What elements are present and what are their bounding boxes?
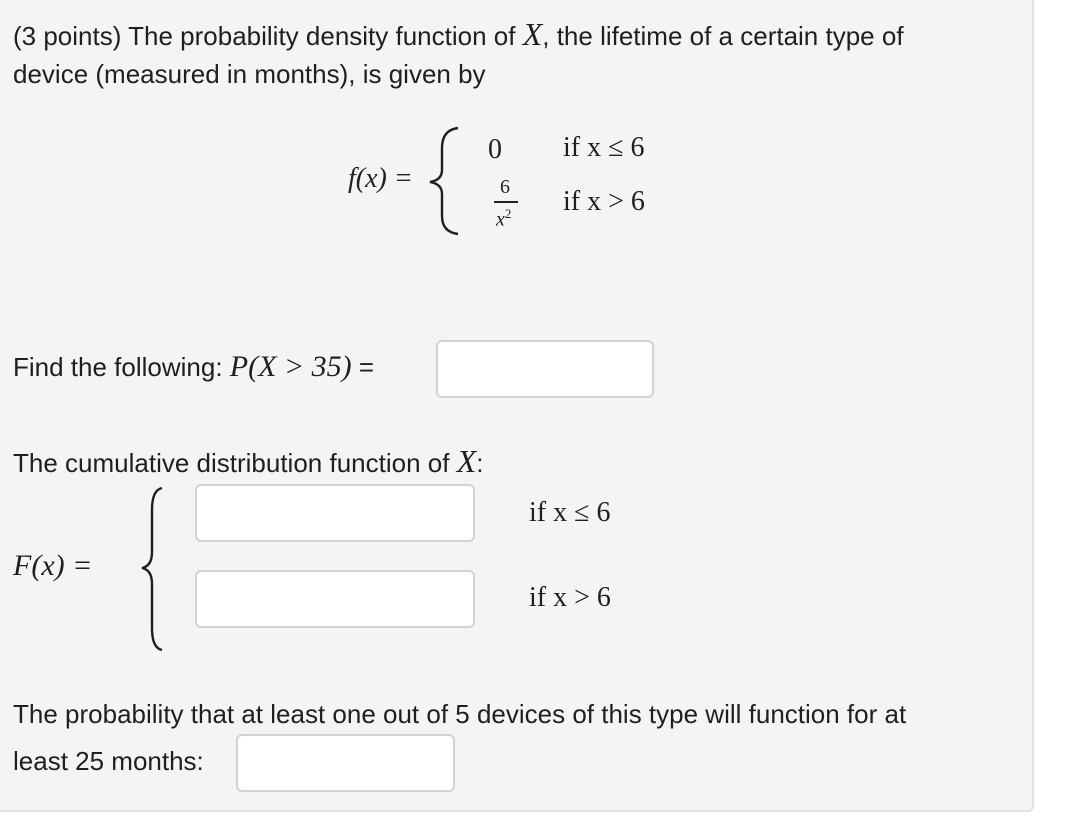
pdf-case2-numerator: 6	[500, 176, 510, 198]
probability-question-line1: The probability that at least one out of 5 devices of this type will function for at	[13, 699, 907, 729]
cdf-case1-condition: if x ≤ 6	[529, 497, 611, 528]
pdf-fraction-bar	[494, 201, 518, 203]
cdf-intro-variable: X	[456, 443, 477, 479]
at-least-one-answer-input[interactable]	[236, 734, 455, 792]
intro-text-1: (3 points) The probability density function of	[13, 21, 523, 51]
pdf-den-var: x	[496, 208, 505, 231]
cdf-intro-text: The cumulative distribution function of	[13, 448, 457, 478]
probability-answer-input[interactable]	[436, 340, 654, 398]
question-intro-line2: device (measured in months), is given by	[13, 59, 486, 89]
find-label: Find the following:	[13, 352, 230, 382]
cdf-lhs: F(x) =	[13, 549, 93, 582]
cdf-case2-input[interactable]	[195, 570, 475, 628]
pdf-lhs: f(x) =	[348, 163, 413, 194]
pdf-case1-value: 0	[488, 134, 502, 165]
intro-text-2: , the lifetime of a certain type of	[542, 21, 904, 51]
pdf-case1-condition: if x ≤ 6	[563, 132, 645, 163]
pdf-left-brace	[424, 124, 464, 236]
intro-variable: X	[522, 16, 543, 52]
pdf-case2-condition: if x > 6	[563, 186, 645, 217]
find-equals: =	[351, 352, 375, 382]
pdf-den-exponent: 2	[504, 206, 512, 221]
probability-question-line2: least 25 months:	[13, 746, 204, 776]
find-expression: P(X > 35)	[229, 350, 352, 383]
cdf-intro	[13, 443, 483, 480]
cdf-case1-input[interactable]	[195, 484, 475, 542]
cdf-intro-colon: :	[476, 448, 484, 478]
cdf-case2-condition: if x > 6	[529, 582, 611, 613]
cdf-left-brace	[136, 484, 172, 654]
pdf-case2-denominator	[496, 206, 511, 232]
find-row	[13, 350, 374, 384]
question-intro-line1	[13, 16, 904, 53]
